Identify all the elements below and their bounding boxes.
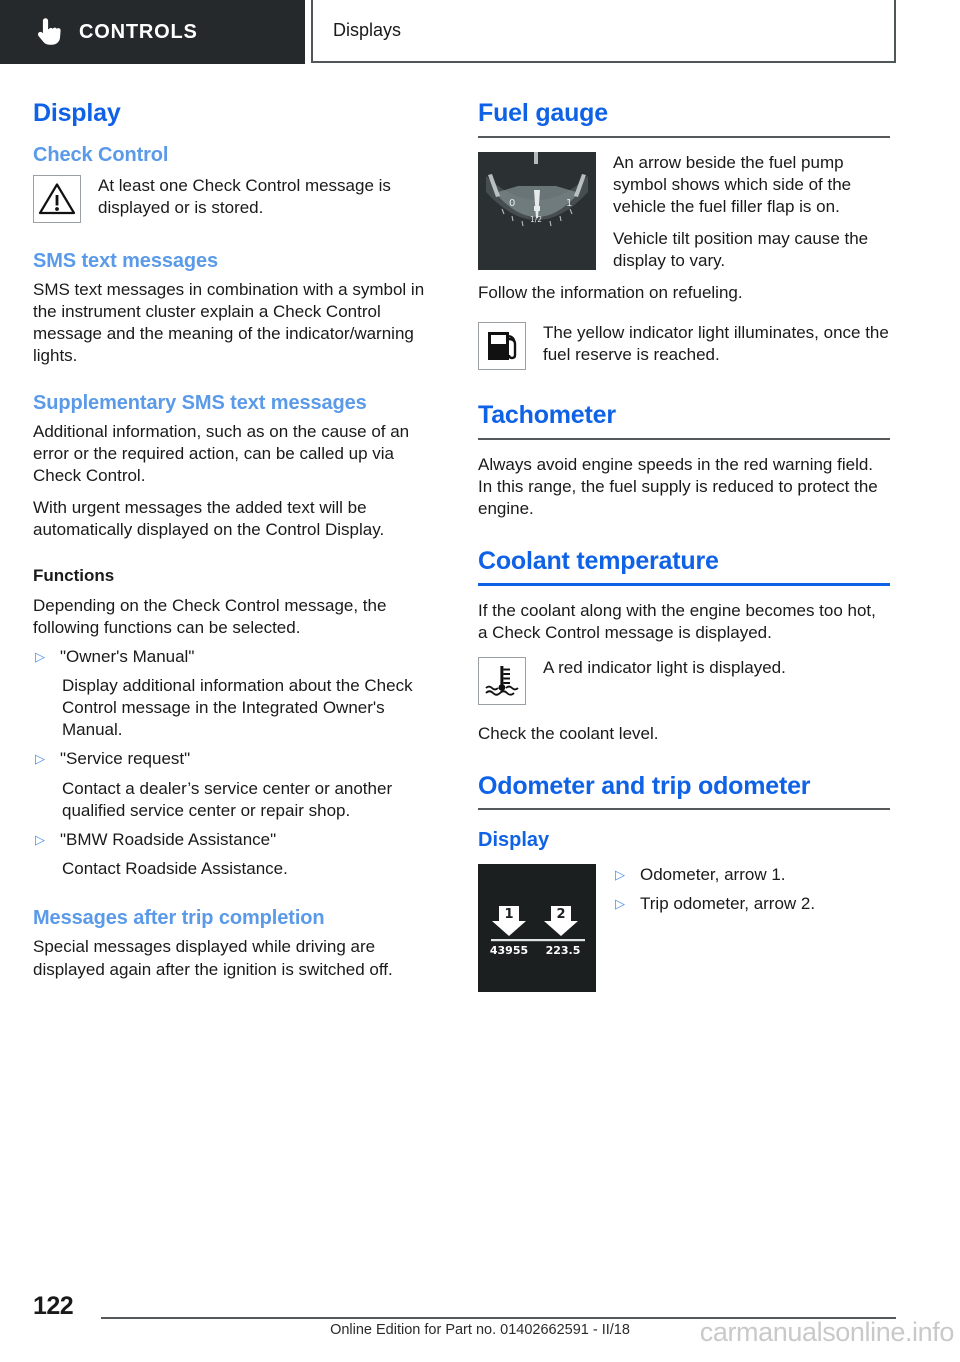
tachometer-paragraph: Always avoid engine speeds in the red warning field. In this range, the fuel supply is reduced to protect the engine.	[478, 454, 878, 518]
functions-intro: Depending on the Check Control message, the following functions can be selected.	[33, 595, 387, 637]
svg-text:1/2: 1/2	[530, 214, 543, 224]
fuel-gauge-text-1: An arrow beside the fuel pump symbol shows which side of the vehicle the fuel filler flap is on.	[613, 152, 852, 216]
function-description: Contact a dealer’s service center or another qualified service center or repair shop.	[62, 778, 393, 820]
list-item	[33, 829, 445, 851]
warning-triangle-icon	[33, 175, 81, 223]
heading-odometer-display: Display	[478, 829, 550, 852]
page-title: Display	[33, 99, 121, 127]
fuel-reserve-text: The yellow indicator light illuminates, once the fuel reserve is reached.	[543, 323, 889, 365]
page-footer	[0, 1272, 960, 1362]
function-label: "Service request"	[60, 749, 191, 769]
odometer-figure-text	[613, 864, 890, 916]
odometer-arrow-1-label: 1	[504, 907, 514, 923]
list-item	[33, 748, 445, 770]
messages-after-trip-paragraph: Special messages displayed while driving are displayed again after the ignition is switched off.	[33, 937, 393, 979]
odometer-item-label: Trip odometer, arrow 2.	[640, 894, 816, 914]
svg-text:0: 0	[509, 197, 516, 209]
list-item	[33, 646, 445, 668]
odometer-figure-row	[478, 864, 890, 992]
heading-functions: Functions	[33, 566, 115, 586]
fuel-gauge-cluster-photo	[478, 152, 596, 270]
heading-tachometer: Tachometer	[478, 401, 616, 430]
fuel-pump-glyph	[483, 327, 521, 365]
coolant-indicator-note	[478, 657, 890, 705]
tab-controls-label: CONTROLS	[79, 20, 198, 43]
heading-supplementary-sms: Supplementary SMS text messages	[33, 391, 367, 414]
trip-odometer-reading: 223.5	[545, 944, 581, 958]
coolant-temperature-glyph	[482, 662, 522, 700]
odometer-display-photo	[478, 864, 596, 992]
list-item	[613, 893, 890, 915]
check-control-note	[33, 175, 445, 223]
triangle-bullet-icon: ▷	[35, 751, 45, 767]
fuel-gauge-text-3: Follow the information on refueling.	[478, 282, 743, 302]
watermark: carmanualsonline.info	[699, 1317, 954, 1347]
heading-messages-after-trip: Messages after trip completion	[33, 907, 325, 930]
odometer-item-label: Odometer, arrow 1.	[640, 865, 786, 885]
supplementary-paragraph-2: With urgent messages the added text will be automatically displayed on the Control Display.	[33, 498, 385, 540]
left-column	[33, 98, 445, 981]
triangle-bullet-icon: ▷	[615, 867, 625, 883]
tab-displays-label: Displays	[333, 20, 402, 40]
triangle-bullet-icon: ▷	[35, 648, 45, 664]
tab-controls[interactable]	[0, 0, 305, 64]
list-item	[613, 864, 890, 886]
page-header	[0, 0, 960, 64]
coolant-closing: Check the coolant level.	[478, 723, 659, 743]
fuel-reserve-note	[478, 322, 890, 370]
function-label: "Owner's Manual"	[60, 646, 195, 666]
function-description: Contact Roadside Assistance.	[62, 859, 288, 879]
odometer-arrow-2-label: 2	[556, 907, 566, 923]
heading-sms-text-messages: SMS text messages	[33, 249, 219, 272]
heading-fuel-gauge: Fuel gauge	[478, 99, 608, 127]
warning-triangle-glyph	[37, 181, 77, 217]
coolant-temperature-icon	[478, 657, 526, 705]
function-description: Display additional information about the Check Control message in the Integrated Owner's Manual.	[62, 676, 413, 740]
right-column	[478, 98, 890, 992]
triangle-bullet-icon: ▷	[615, 896, 625, 912]
coolant-paragraph: If the coolant along with the engine becomes too hot, a Check Control message is displayed.	[478, 601, 876, 643]
sms-text-paragraph: SMS text messages in combination with a symbol in the instrument cluster explain a Check Control message and the meaning of the indicator/warning lights.	[33, 279, 425, 365]
tab-displays[interactable]	[311, 0, 896, 63]
triangle-bullet-icon: ▷	[35, 831, 45, 847]
supplementary-paragraph-1: Additional information, such as on the cause of an error or the required action, can be called up via Check Control.	[33, 421, 410, 486]
odometer-reading: 43955	[489, 944, 529, 958]
fuel-gauge-figure-text	[613, 152, 890, 272]
function-label: "BMW Roadside Assistance"	[60, 829, 277, 849]
fuel-gauge-text-2: Vehicle tilt position may cause the display to vary.	[613, 228, 869, 270]
coolant-indicator-text: A red indicator light is displayed.	[543, 657, 786, 677]
page-number: 122	[33, 1292, 74, 1320]
fuel-pump-icon	[478, 322, 526, 370]
fuel-gauge-figure-row	[478, 152, 890, 272]
heading-odometer: Odometer and trip odometer	[478, 771, 811, 800]
check-control-text: At least one Check Control message is displayed or is stored.	[98, 175, 391, 217]
footer-note: Online Edition for Part no. 01402662591 - II/18	[330, 1322, 630, 1338]
svg-text:1: 1	[566, 197, 573, 209]
hand-pointer-icon	[36, 17, 62, 47]
heading-check-control: Check Control	[33, 143, 169, 166]
heading-coolant-temperature: Coolant temperature	[478, 546, 719, 575]
